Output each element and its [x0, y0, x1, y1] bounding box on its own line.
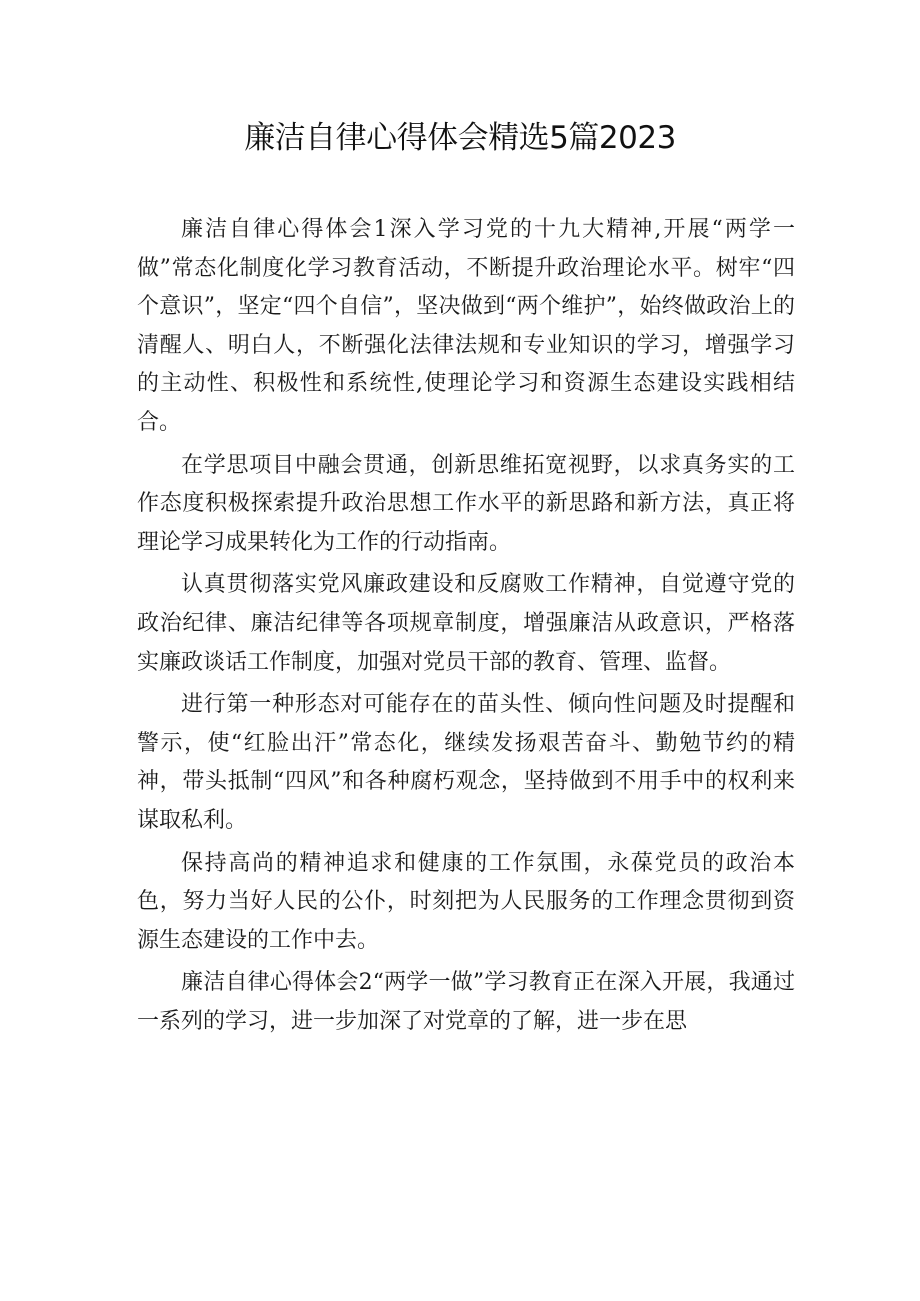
paragraph-2: 在学思项目中融会贯通，创新思维拓宽视野，以求真务实的工作态度积极探索提升政治思想工作水平的新思路和新方法，真正将理论学习成果转化为工作的行动指南。: [137, 452, 795, 555]
paragraph-3: 认真贯彻落实党风廉政建设和反腐败工作精神，自觉遵守党的政治纪律、廉洁纪律等各项规章制度，增强廉洁从政意识，严格落实廉政谈话工作制度，加强对党员干部的教育、管理、监督。: [137, 572, 795, 675]
document-body: [137, 211, 795, 1045]
paragraph-6: 廉洁自律心得体会2“两学一做”学习教育正在深入开展，我通过一系列的学习，进一步加深了对党章的了解，进一步在思: [137, 970, 795, 1034]
document-title: 廉洁自律心得体会精选5篇2023: [244, 120, 676, 156]
paragraph-4: 进行第一种形态对可能存在的苗头性、倾向性问题及时提醒和警示，使“红脸出汗”常态化，继续发扬艰苦奋斗、勤勉节约的精神，带头抵制“四风”和各种腐朽观念，坚持做到不用手中的权利来谋取私利。: [137, 692, 795, 833]
paragraph-5: 保持高尚的精神追求和健康的工作氛围，永葆党员的政治本色，努力当好人民的公仆，时刻把为人民服务的工作理念贯彻到资源生态建设的工作中去。: [137, 850, 795, 953]
paragraph-1: 廉洁自律心得体会1深入学习党的十九大精神,开展“两学一做”常态化制度化学习教育活动，不断提升政治理论水平。树牢“四个意识”，坚定“四个自信”，坚决做到“两个维护”，始终做政治上的清醒人、明白人，不断强化法律法规和专业知识的学习，增强学习的主动性、积极性和系统性,使理论学习和资源生态建设实践相结合。: [137, 217, 795, 435]
